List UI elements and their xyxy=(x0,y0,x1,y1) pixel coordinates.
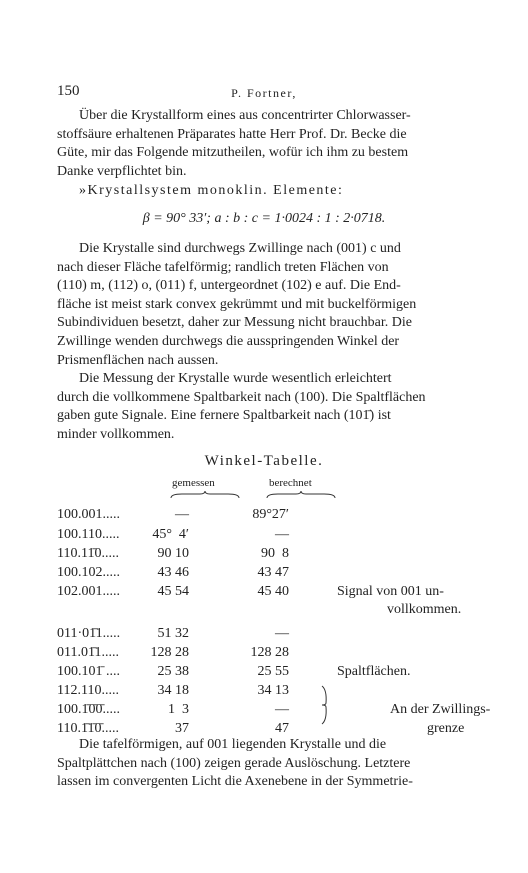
table-row xyxy=(57,645,477,663)
calculated-cell: 89°27′ xyxy=(252,507,289,522)
table-row xyxy=(57,664,477,682)
crystal-elements-formula: β = 90° 33′; a : b : c = 1·0024 : 1 : 2·0718. xyxy=(142,211,386,226)
text-line: »Krystallsystem monoklin. Elemente: xyxy=(79,183,344,198)
calculated-cell: 47 xyxy=(275,721,289,736)
column-header-calculated: berechnet xyxy=(269,477,312,489)
table-row xyxy=(57,546,477,564)
text-line: Prismenflächen nach aussen. xyxy=(57,352,219,368)
measured-cell: 90 10 xyxy=(157,546,189,561)
text-line: fläche ist meist stark convex gekrümmt und mit buckelförmigen xyxy=(57,296,417,312)
paragraph-3 xyxy=(57,240,457,370)
note-cell: An der Zwillings- xyxy=(390,702,491,717)
face-cell: 100.110..... xyxy=(57,527,120,542)
face-cell: 100.001..... xyxy=(57,507,120,522)
calculated-cell: 43 47 xyxy=(257,565,289,580)
text-line: lassen im convergenten Licht die Axenebene in der Symmetrie- xyxy=(57,774,413,790)
face-cell: 100.1̄0̄0̄..... xyxy=(57,702,120,717)
text-line: minder vollkommen. xyxy=(57,426,175,442)
face-cell: 011·01̄1..... xyxy=(57,626,121,641)
note-cell: Spaltflächen. xyxy=(337,664,411,679)
note-cell: grenze xyxy=(427,721,465,736)
face-cell: 100.101̄ .... xyxy=(57,664,120,679)
measured-cell: 1 3 xyxy=(168,702,189,717)
column-brace-calculated xyxy=(266,491,336,499)
calculated-cell: 25 55 xyxy=(257,664,289,679)
measured-cell: 34 18 xyxy=(157,683,189,698)
text-line: gaben gute Signale. Eine fernere Spaltbarkeit nach (101̄) ist xyxy=(57,408,391,424)
table-row xyxy=(57,507,477,525)
measured-cell: 45 54 xyxy=(157,584,189,599)
text-line: stoffsäure erhaltenen Präparates hatte Herr Prof. Dr. Becke die xyxy=(57,126,407,142)
calculated-cell: — xyxy=(275,527,289,542)
calculated-cell: — xyxy=(275,626,289,641)
note-cell: vollkommen. xyxy=(387,602,462,617)
column-brace-measured xyxy=(170,491,240,499)
running-title: P. Fortner, xyxy=(231,86,297,100)
text-line: Subindividuen besetzt, daher zur Messung nicht brauchbar. Die xyxy=(57,315,412,331)
measured-cell: 37 xyxy=(175,721,189,736)
paragraph-2 xyxy=(57,182,457,201)
calculated-cell: 128 28 xyxy=(250,645,289,660)
text-line: Die Messung der Krystalle wurde wesentlich erleichtert xyxy=(79,371,392,386)
face-cell: 110.11̄0..... xyxy=(57,546,119,561)
text-line: Danke verpflichtet bin. xyxy=(57,163,187,179)
text-line: nach dieser Fläche tafelförmig; randlich treten Flächen von xyxy=(57,259,389,275)
measured-cell: 43 46 xyxy=(157,565,189,580)
face-cell: 100.102..... xyxy=(57,565,120,580)
measured-cell: — xyxy=(175,507,189,522)
calculated-cell: 90 8 xyxy=(261,546,289,561)
face-cell: 112.110..... xyxy=(57,683,119,698)
text-line: Die tafelförmigen, auf 001 liegenden Krystalle und die xyxy=(79,737,387,752)
text-line: Die Krystalle sind durchwegs Zwillinge nach (001) c und xyxy=(79,241,401,256)
calculated-cell: 45 40 xyxy=(257,584,289,599)
table-row xyxy=(57,584,477,602)
table-row xyxy=(57,602,477,620)
measured-cell: 45° 4′ xyxy=(152,527,189,542)
column-header-measured: gemessen xyxy=(172,477,215,489)
text-line: Güte, mir das Folgende mitzutheilen, wofür ich ihm zu bestem xyxy=(57,145,409,161)
note-cell: Signal von 001 un- xyxy=(337,584,444,599)
face-cell: 110.1̄1̄0̄..... xyxy=(57,721,119,736)
measured-cell: 25 38 xyxy=(157,664,189,679)
table-row xyxy=(57,565,477,583)
paragraph-5 xyxy=(57,736,457,792)
table-title: Winkel-Tabelle. xyxy=(204,453,324,469)
paragraph-1 xyxy=(57,107,457,181)
table-row xyxy=(57,527,477,545)
calculated-cell: 34 13 xyxy=(257,683,289,698)
page-number: 150 xyxy=(57,83,80,99)
bracket xyxy=(320,685,330,725)
measured-cell: 128 28 xyxy=(150,645,189,660)
calculated-cell: — xyxy=(275,702,289,717)
paragraph-4 xyxy=(57,370,457,444)
table-row xyxy=(57,702,491,720)
face-cell: 011.01̄1..... xyxy=(57,645,119,660)
text-line: Spaltplättchen nach (100) zeigen gerade Auslöschung. Letztere xyxy=(57,755,411,771)
text-line: (110) m, (112) o, (011) f, untergeordnet (102) e auf. Die End- xyxy=(57,278,401,294)
table-row xyxy=(57,626,477,644)
text-line: Zwillinge wenden durchwegs die ausspringenden Winkel der xyxy=(57,333,400,349)
table-row xyxy=(57,683,477,701)
face-cell: 102.001..... xyxy=(57,584,120,599)
text-line: durch die vollkommene Spaltbarkeit nach (100). Die Spaltflächen xyxy=(57,389,426,405)
text-line: Über die Krystallform eines aus concentrirter Chlorwasser- xyxy=(79,108,411,123)
measured-cell: 51 32 xyxy=(157,626,189,641)
